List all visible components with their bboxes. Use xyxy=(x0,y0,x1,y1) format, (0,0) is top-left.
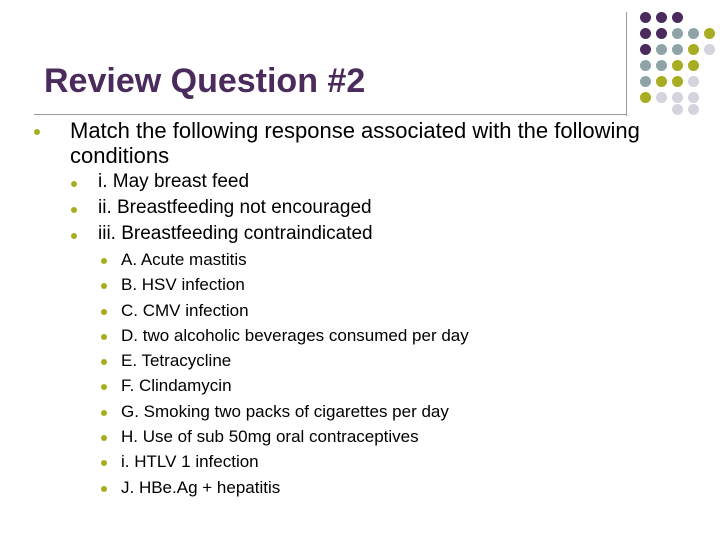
decor-dot xyxy=(672,60,683,71)
bullet-icon xyxy=(71,233,77,239)
bullet-icon xyxy=(101,460,107,466)
response-item: iii. Breastfeeding contraindicated xyxy=(98,223,373,244)
main-bullet-text: Match the following response associated with the following conditions xyxy=(70,118,640,168)
decor-dot xyxy=(672,12,683,23)
condition-item: B. HSV infection xyxy=(121,275,245,294)
decor-dot xyxy=(688,28,699,39)
condition-item: E. Tetracycline xyxy=(121,351,232,370)
decor-dot xyxy=(704,28,715,39)
decor-dot xyxy=(640,12,651,23)
decor-dot xyxy=(656,76,667,87)
decor-dot xyxy=(640,92,651,103)
decor-dot xyxy=(640,76,651,87)
bullet-icon xyxy=(101,410,107,416)
bullet-icon xyxy=(71,181,77,187)
decorative-vertical-rule xyxy=(626,12,627,116)
bullet-icon xyxy=(101,384,107,390)
response-item: ii. Breastfeeding not encouraged xyxy=(98,197,372,218)
decor-dot xyxy=(688,92,699,103)
decor-dot xyxy=(656,44,667,55)
bullet-icon xyxy=(101,334,107,340)
bullet-icon xyxy=(101,359,107,365)
decor-dot xyxy=(656,60,667,71)
decor-dot xyxy=(688,104,699,115)
bullet-icon xyxy=(34,129,40,135)
decor-dot xyxy=(656,12,667,23)
decor-dot xyxy=(688,76,699,87)
condition-item: G. Smoking two packs of cigarettes per day xyxy=(121,402,449,421)
condition-item: J. HBe.Ag + hepatitis xyxy=(121,478,281,497)
condition-item: F. Clindamycin xyxy=(121,376,232,395)
bullet-icon xyxy=(101,283,107,289)
decor-dot xyxy=(640,60,651,71)
bullet-icon xyxy=(101,258,107,264)
condition-item: C. CMV infection xyxy=(121,301,249,320)
decor-dot xyxy=(704,44,715,55)
condition-item: i. HTLV 1 infection xyxy=(121,452,259,471)
decor-dot xyxy=(688,44,699,55)
condition-item: H. Use of sub 50mg oral contraceptives xyxy=(121,427,419,446)
condition-item: A. Acute mastitis xyxy=(121,250,247,269)
decor-dot xyxy=(672,44,683,55)
decor-dot xyxy=(640,28,651,39)
bullet-icon xyxy=(101,309,107,315)
bullet-icon xyxy=(71,207,77,213)
decor-dot xyxy=(672,92,683,103)
decor-dot xyxy=(656,28,667,39)
bullet-icon xyxy=(101,435,107,441)
title-divider xyxy=(34,114,626,115)
decor-dot xyxy=(672,76,683,87)
decor-dot xyxy=(672,104,683,115)
slide-title: Review Question #2 xyxy=(44,62,366,100)
decor-dot xyxy=(688,60,699,71)
decor-dot xyxy=(672,28,683,39)
bullet-icon xyxy=(101,486,107,492)
response-item: i. May breast feed xyxy=(98,171,250,192)
decor-dot xyxy=(656,92,667,103)
condition-item: D. two alcoholic beverages consumed per day xyxy=(121,326,469,345)
decor-dot xyxy=(640,44,651,55)
